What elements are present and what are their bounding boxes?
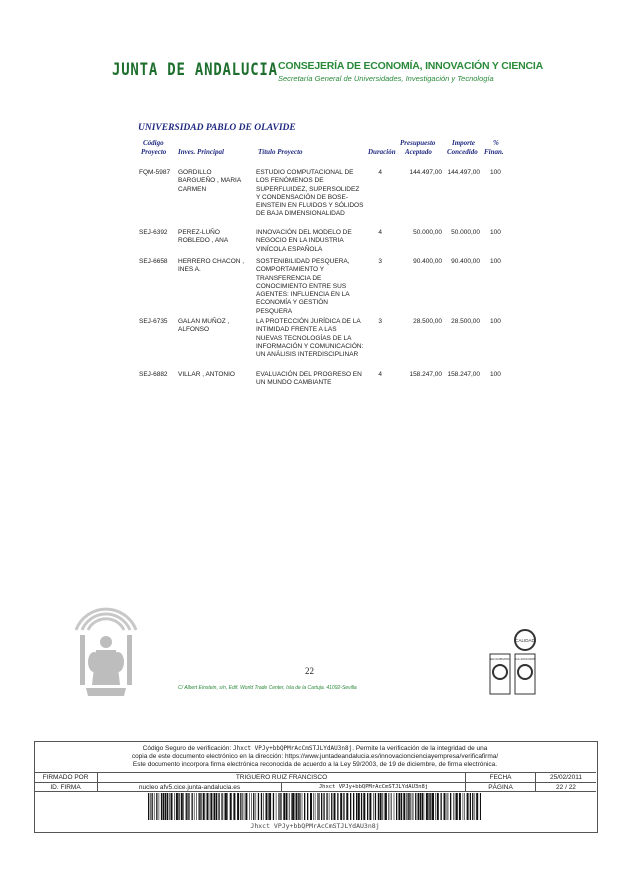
cert-right-label: GA-2001/0208	[515, 657, 535, 661]
secretaria-subtitle: Secretaría General de Universidades, Investigación y Tecnología	[278, 74, 494, 83]
signed-by-row	[34, 772, 596, 782]
barcode-text: Jhxct VPJy+bbQPMrAcCmSTJLYdAU3n8j	[250, 822, 380, 830]
row-pi: HERRERO CHACON , INES A.	[178, 258, 245, 274]
page-value: 22 / 22	[556, 784, 576, 791]
row-code: FQM-5987	[139, 169, 171, 176]
verify-tail: . Permite la verificación de la integridad de una	[352, 745, 488, 752]
row-pct: 100	[490, 318, 501, 325]
consejeria-title: CONSEJERÍA DE ECONOMÍA, INNOVACIÓN Y CIENCIA	[278, 60, 544, 72]
row-pct: 100	[490, 258, 501, 265]
verification-text	[34, 745, 596, 769]
verify-law-line: Este documento incorpora firma electrónica reconocida de acuerdo a la Ley 59/2003, de 19 de diciembre, de firma electrónica.	[132, 761, 498, 768]
signed-by-label: FIRMADO POR	[34, 773, 98, 782]
row-duration: 4	[378, 229, 382, 236]
row-duration: 4	[378, 371, 382, 378]
row-budget: 90.400,00	[413, 258, 442, 265]
row-budget: 144.497,00	[409, 169, 442, 176]
row-pi: GORDILLO BARGUEÑO , MARIA CARMEN	[178, 169, 241, 193]
row-title: SOSTENIBILIDAD PESQUERA, COMPORTAMIENTO Y TRANSFERENCIA DE CONOCIMIENTO ENTRE SUS AGENTES: INFLUENCIA EN LA ECONOMÍA Y GESTIÓN PESQUERA	[256, 258, 350, 315]
date-label: FECHA	[466, 773, 536, 782]
university-title: UNIVERSIDAD PABLO DE OLAVIDE	[138, 123, 296, 133]
col-codigo: Código	[143, 139, 164, 147]
footer-divider	[34, 791, 596, 792]
address-line: C/ Albert Einstein, s/n, Edif. World Trade Center, Isla de la Cartuja. 41092-Sevilla	[178, 685, 357, 691]
row-granted: 158.247,00	[447, 371, 480, 378]
col-concedido: Concedido	[447, 148, 478, 156]
row-granted: 144.497,00	[447, 169, 480, 176]
col-pct: %	[493, 139, 499, 147]
page-number: 22	[305, 666, 314, 676]
junta-logo-text: JUNTA DE ANDALUCIA	[112, 60, 278, 80]
col-inves: Inves. Principal	[178, 148, 224, 156]
col-presupuesto: Presupuesto	[400, 139, 436, 147]
row-granted: 90.400,00	[451, 258, 480, 265]
row-pi: GALAN MUÑOZ , ALFONSO	[178, 318, 230, 334]
row-title: EVALUACIÓN DEL PROGRESO EN UN MUNDO CAMBIANTE	[256, 371, 362, 387]
row-pi: PEREZ-LUÑO ROBLEDO , ANA	[178, 229, 229, 245]
row-title: LA PROTECCIÓN JURÍDICA DE LA INTIMIDAD FRENTE A LAS NUEVAS TECNOLOGÍAS DE LA INFORMACIÓN Y COMUNICACIÓN: UN ANÁLISIS INTERDISCIPLINAR	[256, 318, 364, 359]
col-importe: Importe	[452, 139, 475, 147]
row-pct: 100	[490, 169, 501, 176]
row-pct: 100	[490, 371, 501, 378]
page-label: PÁGINA	[466, 783, 536, 792]
row-duration: 4	[378, 169, 382, 176]
row-code: SEJ-6735	[139, 318, 168, 325]
cert-top-label: CALIDAD	[515, 638, 535, 643]
row-code: SEJ-6882	[139, 371, 168, 378]
row-code: SEJ-6658	[139, 258, 168, 265]
cert-left-label: ER-0208/2001	[490, 657, 510, 661]
signature-id-value: nucleo afv5.cice.junta-andalucia.es	[98, 783, 282, 792]
col-proyecto: Proyecto	[141, 148, 167, 156]
row-granted: 28.500,00	[451, 318, 480, 325]
andalucia-seal-icon	[66, 590, 146, 700]
row-pct: 100	[490, 229, 501, 236]
row-code: SEJ-6392	[139, 229, 168, 236]
signed-by-value: TRIGUERO RUIZ FRANCISCO	[98, 773, 466, 782]
row-granted: 50.000,00	[451, 229, 480, 236]
quality-certification-icon	[488, 628, 538, 698]
col-finan: Finan.	[484, 148, 504, 156]
row-budget: 28.500,00	[413, 318, 442, 325]
col-titulo: Título Proyecto	[258, 148, 303, 156]
signature-id-code: Jhxct VPJy+bbQPMrAcCmSTJLYdAU3n8j	[282, 783, 466, 792]
verify-label: Código Seguro de verificación:	[142, 745, 232, 752]
verify-code: Jhxct VPJy+bbQPMrAcCmSTJLYdAU3n8j	[232, 745, 353, 752]
barcode-icon	[148, 793, 481, 820]
row-pi: VILLAR , ANTONIO	[178, 371, 235, 378]
col-duracion: Duración	[368, 148, 396, 156]
row-duration: 3	[378, 258, 382, 265]
row-budget: 50.000,00	[413, 229, 442, 236]
row-duration: 3	[378, 318, 382, 325]
signature-id-label: ID. FIRMA	[34, 783, 98, 792]
date-value: 25/02/2011	[549, 774, 583, 781]
col-aceptado: Aceptado	[405, 148, 432, 156]
row-budget: 158.247,00	[409, 371, 442, 378]
verify-url-line: copia de este documento electrónico en la dirección: https://www.juntadeandalucia.es/innovacioncienciayempresa/verificafirma/	[131, 753, 499, 760]
row-title: ESTUDIO COMPUTACIONAL DE LOS FENÓMENOS DE SUPERFLUIDEZ, SUPERSOLIDEZ Y CONDENSACIÓN DE BOSE-EINSTEIN EN FLUIDOS Y SÓLIDOS DE BAJA DIMENSIONALIDAD	[256, 169, 364, 218]
row-title: INNOVACIÓN DEL MODELO DE NEGOCIO EN LA INDUSTRIA VINÍCOLA ESPAÑOLA	[256, 229, 352, 253]
